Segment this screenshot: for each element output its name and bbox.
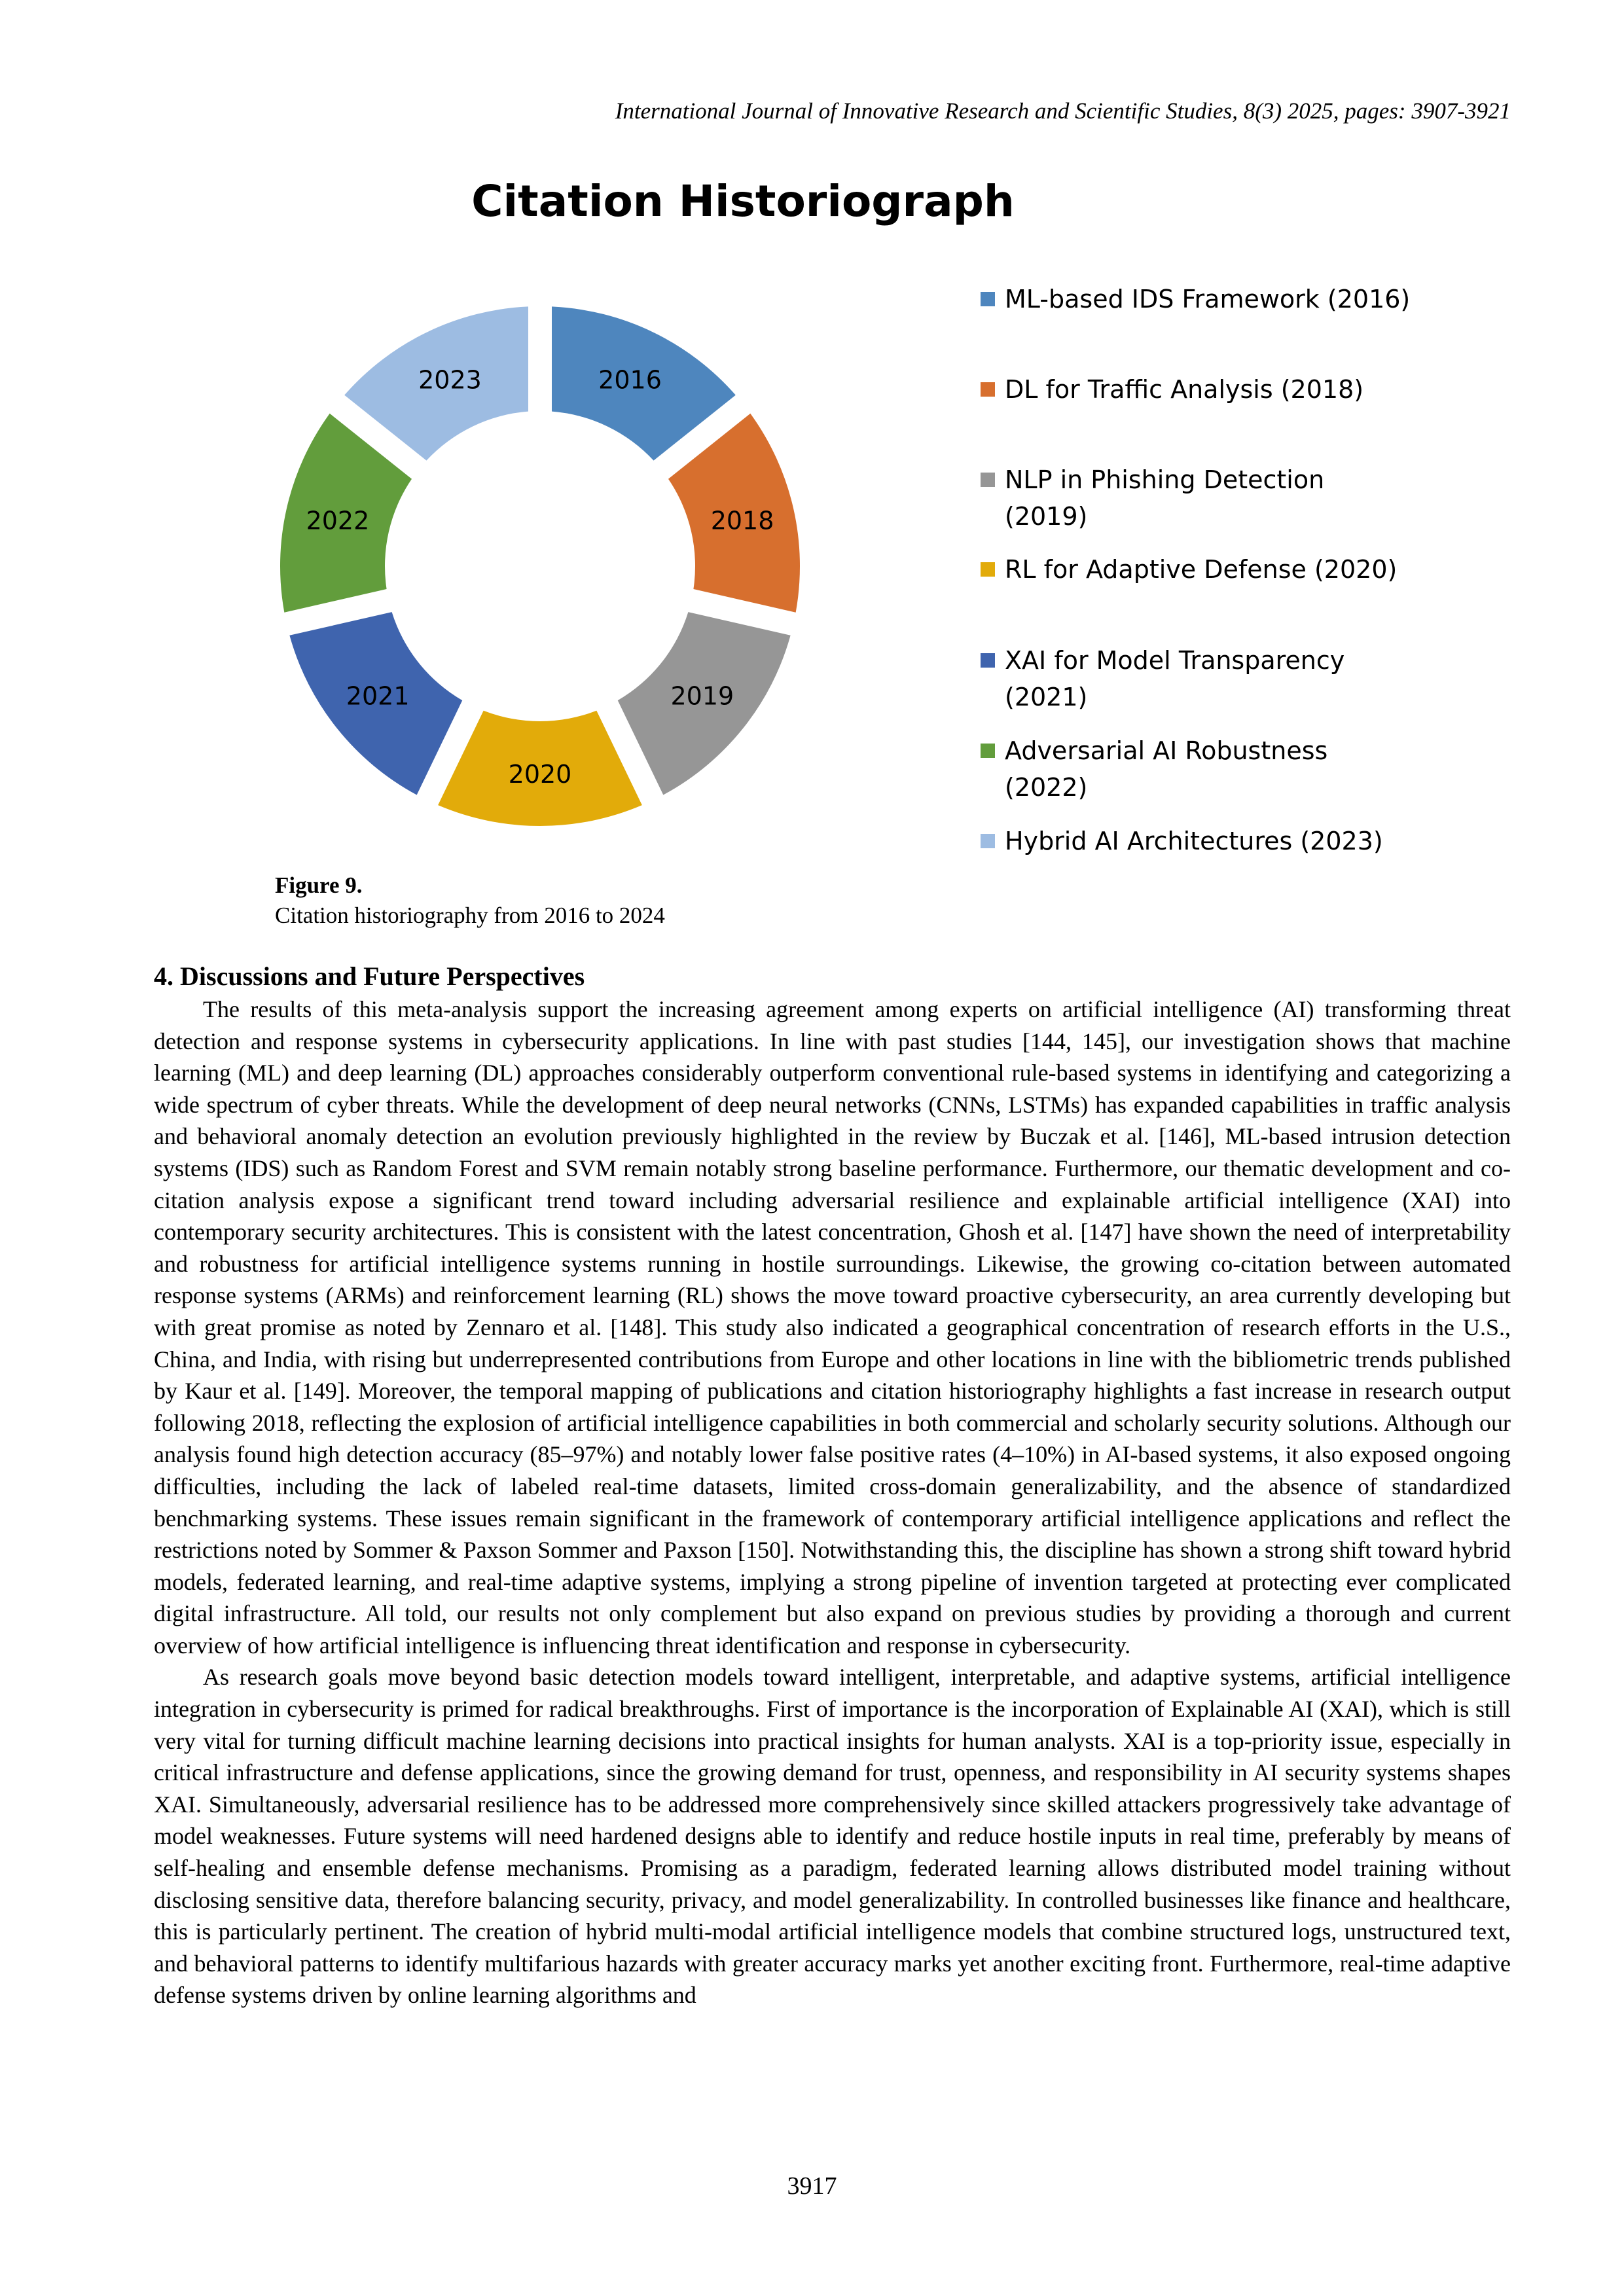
legend-entry-2023 xyxy=(981,827,1383,855)
legend-entry-2020 xyxy=(981,555,1397,584)
figure-caption-text: Citation historiography from 2016 to 2024 xyxy=(275,903,665,928)
legend-label: RL for Adaptive Defense (2020) xyxy=(1005,555,1398,584)
legend-label: Hybrid AI Architectures (2023) xyxy=(1005,827,1383,855)
slice-label-2022: 2022 xyxy=(306,506,370,535)
legend-entry-2021 xyxy=(981,646,1344,711)
slice-label-2019: 2019 xyxy=(670,681,734,711)
legend-label: Adversarial AI Robustness (2022) xyxy=(1005,736,1328,802)
legend-swatch xyxy=(981,382,995,397)
page-number: 3917 xyxy=(787,2172,837,2200)
slice-label-2016: 2016 xyxy=(598,365,662,395)
legend-swatch xyxy=(981,744,995,758)
slice-label-2018: 2018 xyxy=(710,506,774,535)
slice-label-2023: 2023 xyxy=(418,365,482,395)
legend-label: XAI for Model Transparency (2021) xyxy=(1005,646,1345,711)
legend-entry-2016 xyxy=(981,285,1410,314)
slice-label-2020: 2020 xyxy=(508,760,572,789)
figure-label: Figure 9. xyxy=(275,872,363,898)
slice-label-2021: 2021 xyxy=(346,681,410,711)
legend-swatch xyxy=(981,473,995,487)
body-paragraph-1: The results of this meta-analysis support the increasing agreement among experts on artificial intelligence (AI) transforming threat detection and response systems in cybersecurity applications. In line with past studies [144, 145], our investigation shows that machine learning (ML) and deep learning (DL) approaches considerably outperform conventional rule-based systems in identifying and categorizing a wide spectrum of cyber threats. While the development of deep neural networks (CNNs, LSTMs) has expanded capabilities in traffic analysis and behavioral anomaly detection an evolution previously highlighted in the review by Buczak et al. [146], ML-based intrusion detection systems (IDS) such as Random Forest and SVM remain notably strong baseline performance. Furthermore, our thematic development and co-citation analysis expose a significant trend toward including adversarial resilience and explainable artificial intelligence (XAI) into contemporary security architectures. This is consistent with the latest concentration, Ghosh et al. [147] have shown the need of interpretability and robustness for artificial intelligence systems running in hostile surroundings. Likewise, the growing co-citation between automated response systems (ARMs) and reinforcement learning (RL) shows the move toward proactive cybersecurity, an area currently developing but with great promise as noted by Zennaro et al. [148]. This study also indicated a geographical concentration of research efforts in the U.S., China, and India, with rising but underrepresented contributions from Europe and other locations in line with the bibliometric trends published by Kaur et al. [149]. Moreover, the temporal mapping of publications and citation historiography highlights a fast increase in research output following 2018, reflecting the explosion of artificial intelligence capabilities in both commercial and scholarly security solutions. Although our analysis found high detection accuracy (85–97%) and notably lower false positive rates (4–10%) in AI-based systems, it also exposed ongoing difficulties, including the lack of labeled real-time datasets, limited cross-domain generalizability, and the absence of standardized benchmarking systems. These issues remain significant in the framework of contemporary artificial intelligence applications and reflect the restrictions noted by Sommer & Paxson Sommer and Paxson [150]. Notwithstanding this, the discipline has shown a strong shift toward hybrid models, federated learning, and real-time adaptive systems, implying a strong pipeline of invention targeted at protecting ever complicated digital infrastructure. All told, our results not only complement but also expand on previous studies by providing a thorough and current overview of how artificial intelligence is influencing threat identification and response in cybersecurity. xyxy=(154,996,1511,1659)
doughnut-chart-svg xyxy=(0,0,1624,890)
section-body xyxy=(154,994,1511,2011)
chart-title: Citation Historiograph xyxy=(471,176,1015,226)
legend-swatch xyxy=(981,562,995,577)
chart-slices xyxy=(280,306,800,826)
legend-label: ML-based IDS Framework (2016) xyxy=(1005,285,1411,314)
body-paragraph-2: As research goals move beyond basic detection models toward intelligent, interpretable, and adaptive systems, artificial intelligence integration in cybersecurity is primed for radical breakthroughs. First of importance is the incorporation of Explainable AI (XAI), which is still very vital for turning difficult machine learning decisions into practical insights for human analysts. XAI is a top-priority issue, especially in critical infrastructure and defense applications, since the growing demand for trust, openness, and responsibility in AI security systems shapes XAI. Simultaneously, adversarial resilience has to be addressed more comprehensively since skilled attackers progressively take advantage of model weaknesses. Future systems will need hardened designs able to identify and reduce hostile inputs in real time, preferably by means of self-healing and ensemble defense mechanisms. Promising as a paradigm, federated learning allows distributed model training without disclosing sensitive data, therefore balancing security, privacy, and model generalizability. In controlled businesses like finance and healthcare, this is particularly pertinent. The creation of hybrid multi-modal artificial intelligence models that combine structured logs, unstructured text, and behavioral patterns to identify multifarious hazards with greater accuracy marks yet another exciting front. Furthermore, real-time adaptive defense systems driven by online learning algorithms and xyxy=(154,1664,1511,2009)
figure-9-chart xyxy=(0,0,1624,890)
legend-label: DL for Traffic Analysis (2018) xyxy=(1005,375,1364,404)
legend-label: NLP in Phishing Detection (2019) xyxy=(1005,465,1325,531)
section-heading: 4. Discussions and Future Perspectives xyxy=(154,961,585,991)
chart-legend xyxy=(981,285,1410,855)
legend-entry-2022 xyxy=(981,736,1327,802)
legend-entry-2019 xyxy=(981,465,1324,531)
running-header: International Journal of Innovative Research and Scientific Studies, 8(3) 2025, pages: 3907-3921 xyxy=(615,98,1511,124)
legend-entry-2018 xyxy=(981,375,1363,404)
legend-swatch xyxy=(981,834,995,848)
figure-caption xyxy=(275,870,665,931)
legend-swatch xyxy=(981,292,995,306)
legend-swatch xyxy=(981,653,995,668)
